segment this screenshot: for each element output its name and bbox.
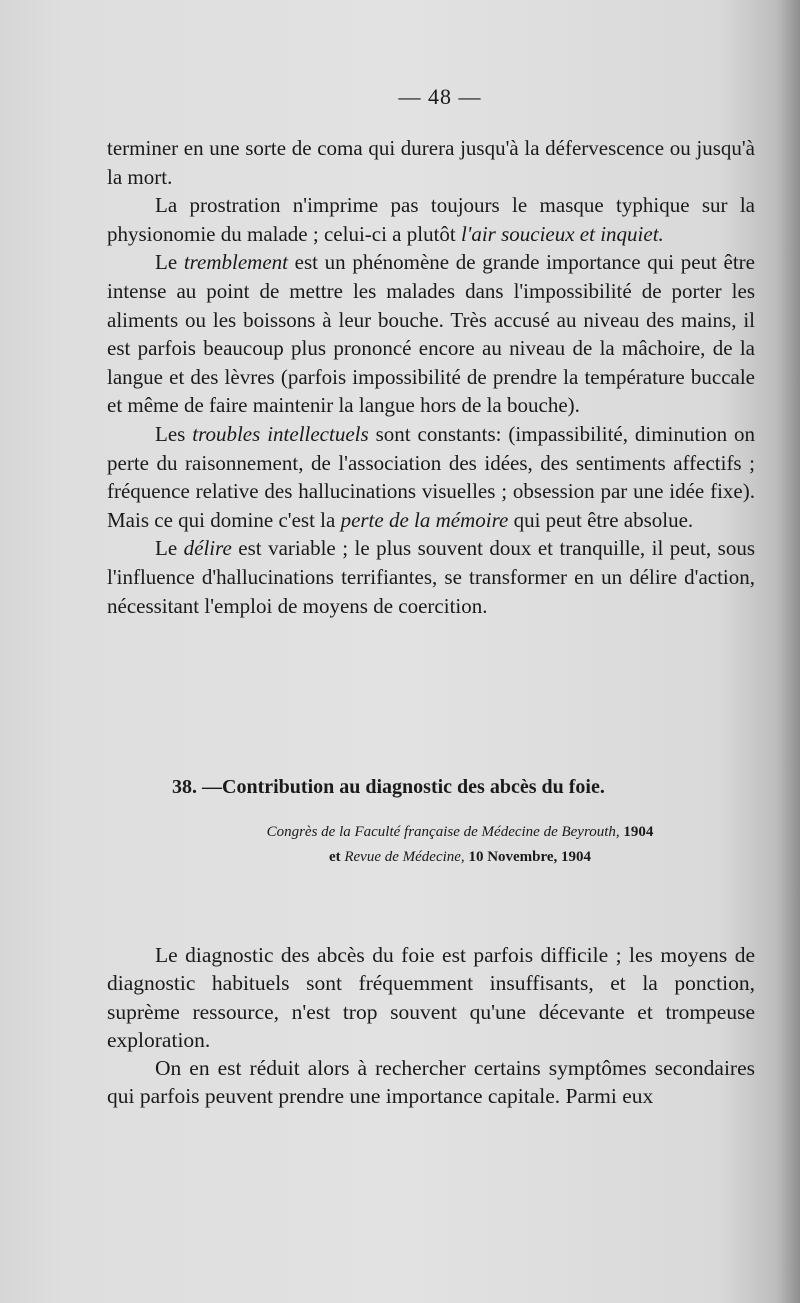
italic-text: perte de la mémoire bbox=[340, 507, 509, 532]
paragraph bbox=[107, 1054, 755, 1111]
text-run: sont constants: (impassibilité, diminution on perte du raisonnement, de l'association des idées, des sentiments affectifs ; fréquence relative des hallucinations visuelles ; obsession par une idée fixe). Mais ce qui domine c'est la bbox=[107, 421, 755, 532]
italic-text: délire bbox=[183, 536, 232, 561]
source-prefix: et bbox=[328, 849, 345, 865]
paragraph bbox=[107, 420, 755, 534]
paragraph bbox=[107, 248, 755, 420]
paragraph bbox=[107, 134, 755, 191]
source-date: 10 Novembre, 1904 bbox=[464, 849, 592, 865]
paragraph bbox=[107, 941, 755, 1054]
section-heading: 38. —Contribution au diagnostic des abcès du foie. bbox=[172, 776, 605, 798]
source-line-1 bbox=[120, 820, 800, 845]
text-run: est un phénomène de grande importance qui peut être intense au point de mettre les malades dans l'impossibilité de porter les aliments ou les boissons à leur bouche. Très accusé au niveau des mains, il est parfois beaucoup plus prononcé encore au niveau de la mâchoire, de la langue et des lèvres (parfois impossibilité de prendre la température buccale et même de faire maintenir la langue hors de la bouche). bbox=[107, 250, 755, 418]
text-run: La prostration n'imprime pas toujours le masque typhique sur la physionomie du malade ; celui-ci a plutôt bbox=[107, 193, 755, 246]
text-run: On en est réduit alors à rechercher certains symptômes secondaires qui parfois peuvent prendre une importance capitale. Parmi eux bbox=[107, 1056, 755, 1109]
source-journal: Revue de Médecine, bbox=[344, 849, 465, 865]
text-run: terminer en une sorte de coma qui durera jusqu'à la défervescence ou jusqu'à la mort. bbox=[107, 136, 755, 189]
text-run: Les bbox=[155, 421, 193, 446]
italic-text: tremblement bbox=[183, 250, 289, 275]
source-year: 1904 bbox=[619, 824, 654, 840]
text-run: qui peut être absolue. bbox=[508, 507, 694, 532]
section-body-text bbox=[107, 941, 755, 1111]
text-run: Le diagnostic des abcès du foie est parfois difficile ; les moyens de diagnostic habituels sont fréquemment insuffisants, et la ponction, suprème ressource, n'est trop souvent qu'une décevante et trompeuse exploration. bbox=[107, 943, 755, 1052]
text-run: Le bbox=[155, 536, 184, 561]
paragraph bbox=[107, 191, 755, 248]
text-run: est variable ; le plus souvent doux et tranquille, il peut, sous l'influence d'hallucinations terrifiantes, se transformer en un délire d'action, nécessitant l'emploi de moyens de coercition. bbox=[107, 536, 755, 618]
text-run: Le bbox=[155, 250, 184, 275]
source-congress: Congrès de la Faculté française de Médecine de Beyrouth, bbox=[266, 824, 620, 840]
page-number: — 48 — bbox=[398, 84, 482, 109]
body-text bbox=[107, 134, 755, 620]
source-line-2 bbox=[120, 845, 800, 870]
source-citation bbox=[120, 820, 800, 870]
paragraph bbox=[107, 534, 755, 620]
italic-text: l'air soucieux et inquiet. bbox=[461, 221, 664, 246]
italic-text: troubles intellectuels bbox=[192, 421, 369, 446]
